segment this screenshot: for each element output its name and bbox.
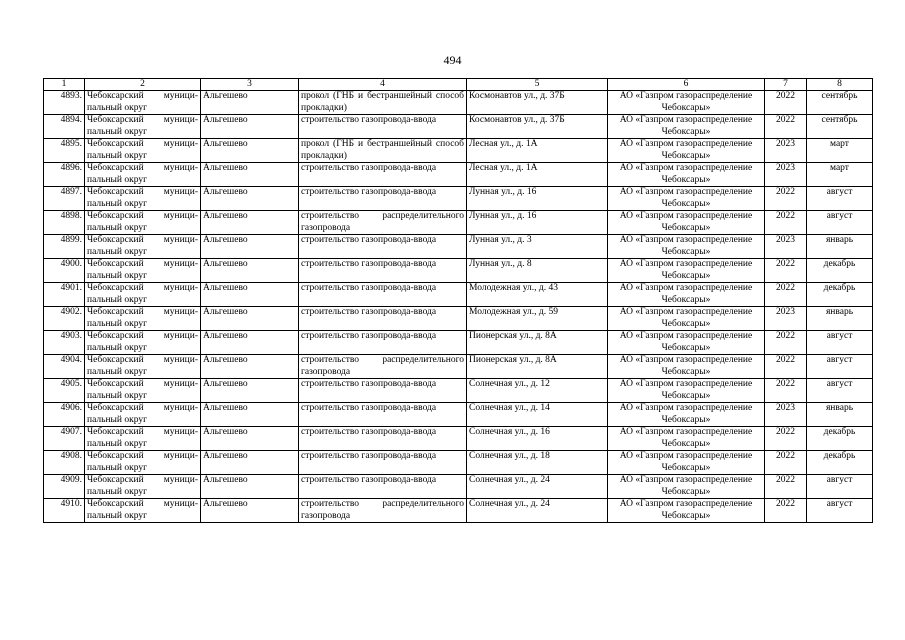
table-row (44, 235, 873, 259)
work-type-cell: строительство газопровода-ввода (299, 235, 467, 259)
month-cell: август (807, 211, 873, 235)
column-header: 7 (765, 79, 807, 91)
organization-cell: АО «Газпром газораспределение Чебоксары» (608, 139, 765, 163)
table-row (44, 283, 873, 307)
district-cell: Чебоксарский муници-пальный округ (85, 211, 201, 235)
table-row (44, 379, 873, 403)
organization-cell: АО «Газпром газораспределение Чебоксары» (608, 259, 765, 283)
year-cell: 2022 (765, 91, 807, 115)
table-row (44, 139, 873, 163)
organization-cell: АО «Газпром газораспределение Чебоксары» (608, 283, 765, 307)
district-cell: Чебоксарский муници-пальный округ (85, 139, 201, 163)
row-number-cell: 4893. (44, 91, 85, 115)
locality-cell: Альгешево (201, 283, 299, 307)
organization-cell: АО «Газпром газораспределение Чебоксары» (608, 451, 765, 475)
work-type-cell: строительство газопровода-ввода (299, 379, 467, 403)
table-row (44, 163, 873, 187)
row-number-cell: 4898. (44, 211, 85, 235)
month-cell: январь (807, 403, 873, 427)
district-cell: Чебоксарский муници-пальный округ (85, 283, 201, 307)
address-cell: Космонавтов ул., д. 37Б (467, 115, 608, 139)
locality-cell: Альгешево (201, 355, 299, 379)
work-type-cell: строительство распределительного газопровода (299, 355, 467, 379)
address-cell: Молодежная ул., д. 43 (467, 283, 608, 307)
locality-cell: Альгешево (201, 499, 299, 523)
table-header-row (44, 79, 873, 91)
column-header: 8 (807, 79, 873, 91)
district-cell: Чебоксарский муници-пальный округ (85, 307, 201, 331)
work-type-cell: строительство газопровода-ввода (299, 163, 467, 187)
district-cell: Чебоксарский муници-пальный округ (85, 163, 201, 187)
year-cell: 2022 (765, 475, 807, 499)
address-cell: Молодежная ул., д. 59 (467, 307, 608, 331)
year-cell: 2023 (765, 139, 807, 163)
work-type-cell: строительство газопровода-ввода (299, 259, 467, 283)
month-cell: декабрь (807, 259, 873, 283)
address-cell: Солнечная ул., д. 12 (467, 379, 608, 403)
address-cell: Лунная ул., д. 3 (467, 235, 608, 259)
district-cell: Чебоксарский муници-пальный округ (85, 499, 201, 523)
organization-cell: АО «Газпром газораспределение Чебоксары» (608, 115, 765, 139)
work-type-cell: строительство газопровода-ввода (299, 115, 467, 139)
organization-cell: АО «Газпром газораспределение Чебоксары» (608, 427, 765, 451)
month-cell: сентябрь (807, 91, 873, 115)
locality-cell: Альгешево (201, 139, 299, 163)
row-number-cell: 4905. (44, 379, 85, 403)
organization-cell: АО «Газпром газораспределение Чебоксары» (608, 235, 765, 259)
row-number-cell: 4908. (44, 451, 85, 475)
work-type-cell: строительство газопровода-ввода (299, 403, 467, 427)
month-cell: декабрь (807, 451, 873, 475)
address-cell: Лесная ул., д. 1А (467, 139, 608, 163)
row-number-cell: 4901. (44, 283, 85, 307)
year-cell: 2022 (765, 115, 807, 139)
district-cell: Чебоксарский муници-пальный округ (85, 187, 201, 211)
table-row (44, 307, 873, 331)
column-header: 1 (44, 79, 85, 91)
district-cell: Чебоксарский муници-пальный округ (85, 115, 201, 139)
year-cell: 2023 (765, 235, 807, 259)
table-row (44, 403, 873, 427)
work-type-cell: прокол (ГНБ и бестраншейный способ прокладки) (299, 139, 467, 163)
year-cell: 2023 (765, 307, 807, 331)
row-number-cell: 4903. (44, 331, 85, 355)
month-cell: сентябрь (807, 115, 873, 139)
address-cell: Пионерская ул., д. 8А (467, 331, 608, 355)
column-header: 2 (85, 79, 201, 91)
address-cell: Солнечная ул., д. 18 (467, 451, 608, 475)
work-type-cell: строительство газопровода-ввода (299, 283, 467, 307)
table-row (44, 499, 873, 523)
locality-cell: Альгешево (201, 379, 299, 403)
year-cell: 2022 (765, 259, 807, 283)
month-cell: август (807, 355, 873, 379)
month-cell: август (807, 499, 873, 523)
column-header: 6 (608, 79, 765, 91)
row-number-cell: 4894. (44, 115, 85, 139)
table-row (44, 211, 873, 235)
locality-cell: Альгешево (201, 427, 299, 451)
month-cell: август (807, 331, 873, 355)
column-header: 5 (467, 79, 608, 91)
organization-cell: АО «Газпром газораспределение Чебоксары» (608, 331, 765, 355)
organization-cell: АО «Газпром газораспределение Чебоксары» (608, 163, 765, 187)
row-number-cell: 4900. (44, 259, 85, 283)
address-cell: Лунная ул., д. 8 (467, 259, 608, 283)
row-number-cell: 4906. (44, 403, 85, 427)
address-cell: Солнечная ул., д. 24 (467, 499, 608, 523)
work-type-cell: строительство распределительного газопровода (299, 211, 467, 235)
row-number-cell: 4910. (44, 499, 85, 523)
work-type-cell: строительство газопровода-ввода (299, 451, 467, 475)
table-row (44, 451, 873, 475)
row-number-cell: 4904. (44, 355, 85, 379)
work-type-cell: строительство газопровода-ввода (299, 307, 467, 331)
district-cell: Чебоксарский муници-пальный округ (85, 427, 201, 451)
page-number: 494 (443, 53, 462, 67)
month-cell: март (807, 139, 873, 163)
district-cell: Чебоксарский муници-пальный округ (85, 475, 201, 499)
district-cell: Чебоксарский муници-пальный округ (85, 259, 201, 283)
locality-cell: Альгешево (201, 163, 299, 187)
address-cell: Лесная ул., д. 1А (467, 163, 608, 187)
locality-cell: Альгешево (201, 451, 299, 475)
table-row (44, 259, 873, 283)
district-cell: Чебоксарский муници-пальный округ (85, 331, 201, 355)
work-type-cell: строительство газопровода-ввода (299, 331, 467, 355)
month-cell: март (807, 163, 873, 187)
organization-cell: АО «Газпром газораспределение Чебоксары» (608, 475, 765, 499)
row-number-cell: 4895. (44, 139, 85, 163)
address-cell: Лунная ул., д. 16 (467, 211, 608, 235)
locality-cell: Альгешево (201, 235, 299, 259)
locality-cell: Альгешево (201, 403, 299, 427)
address-cell: Солнечная ул., д. 14 (467, 403, 608, 427)
table-row (44, 475, 873, 499)
organization-cell: АО «Газпром газораспределение Чебоксары» (608, 187, 765, 211)
district-cell: Чебоксарский муници-пальный округ (85, 355, 201, 379)
column-header: 4 (299, 79, 467, 91)
year-cell: 2023 (765, 403, 807, 427)
organization-cell: АО «Газпром газораспределение Чебоксары» (608, 355, 765, 379)
table-row (44, 331, 873, 355)
organization-cell: АО «Газпром газораспределение Чебоксары» (608, 379, 765, 403)
gasification-table (43, 78, 873, 523)
organization-cell: АО «Газпром газораспределение Чебоксары» (608, 91, 765, 115)
year-cell: 2023 (765, 163, 807, 187)
row-number-cell: 4902. (44, 307, 85, 331)
month-cell: август (807, 475, 873, 499)
table-row (44, 91, 873, 115)
locality-cell: Альгешево (201, 259, 299, 283)
month-cell: август (807, 379, 873, 403)
district-cell: Чебоксарский муници-пальный округ (85, 403, 201, 427)
row-number-cell: 4896. (44, 163, 85, 187)
table-row (44, 427, 873, 451)
month-cell: январь (807, 235, 873, 259)
column-header: 3 (201, 79, 299, 91)
address-cell: Солнечная ул., д. 16 (467, 427, 608, 451)
row-number-cell: 4907. (44, 427, 85, 451)
address-cell: Космонавтов ул., д. 37Б (467, 91, 608, 115)
locality-cell: Альгешево (201, 331, 299, 355)
year-cell: 2022 (765, 499, 807, 523)
year-cell: 2022 (765, 187, 807, 211)
year-cell: 2022 (765, 427, 807, 451)
year-cell: 2022 (765, 211, 807, 235)
year-cell: 2022 (765, 379, 807, 403)
organization-cell: АО «Газпром газораспределение Чебоксары» (608, 403, 765, 427)
year-cell: 2022 (765, 451, 807, 475)
work-type-cell: прокол (ГНБ и бестраншейный способ прокладки) (299, 91, 467, 115)
locality-cell: Альгешево (201, 91, 299, 115)
address-cell: Пионерская ул., д. 8А (467, 355, 608, 379)
organization-cell: АО «Газпром газораспределение Чебоксары» (608, 307, 765, 331)
locality-cell: Альгешево (201, 115, 299, 139)
month-cell: декабрь (807, 427, 873, 451)
work-type-cell: строительство газопровода-ввода (299, 187, 467, 211)
work-type-cell: строительство газопровода-ввода (299, 475, 467, 499)
table-row (44, 115, 873, 139)
row-number-cell: 4899. (44, 235, 85, 259)
locality-cell: Альгешево (201, 475, 299, 499)
organization-cell: АО «Газпром газораспределение Чебоксары» (608, 211, 765, 235)
district-cell: Чебоксарский муници-пальный округ (85, 451, 201, 475)
address-cell: Солнечная ул., д. 24 (467, 475, 608, 499)
month-cell: январь (807, 307, 873, 331)
organization-cell: АО «Газпром газораспределение Чебоксары» (608, 499, 765, 523)
month-cell: август (807, 187, 873, 211)
address-cell: Лунная ул., д. 16 (467, 187, 608, 211)
work-type-cell: строительство газопровода-ввода (299, 427, 467, 451)
year-cell: 2022 (765, 283, 807, 307)
year-cell: 2022 (765, 331, 807, 355)
district-cell: Чебоксарский муници-пальный округ (85, 91, 201, 115)
year-cell: 2022 (765, 355, 807, 379)
work-type-cell: строительство распределительного газопровода (299, 499, 467, 523)
table-row (44, 187, 873, 211)
locality-cell: Альгешево (201, 187, 299, 211)
locality-cell: Альгешево (201, 211, 299, 235)
district-cell: Чебоксарский муници-пальный округ (85, 379, 201, 403)
district-cell: Чебоксарский муници-пальный округ (85, 235, 201, 259)
month-cell: декабрь (807, 283, 873, 307)
table-row (44, 355, 873, 379)
row-number-cell: 4909. (44, 475, 85, 499)
row-number-cell: 4897. (44, 187, 85, 211)
locality-cell: Альгешево (201, 307, 299, 331)
